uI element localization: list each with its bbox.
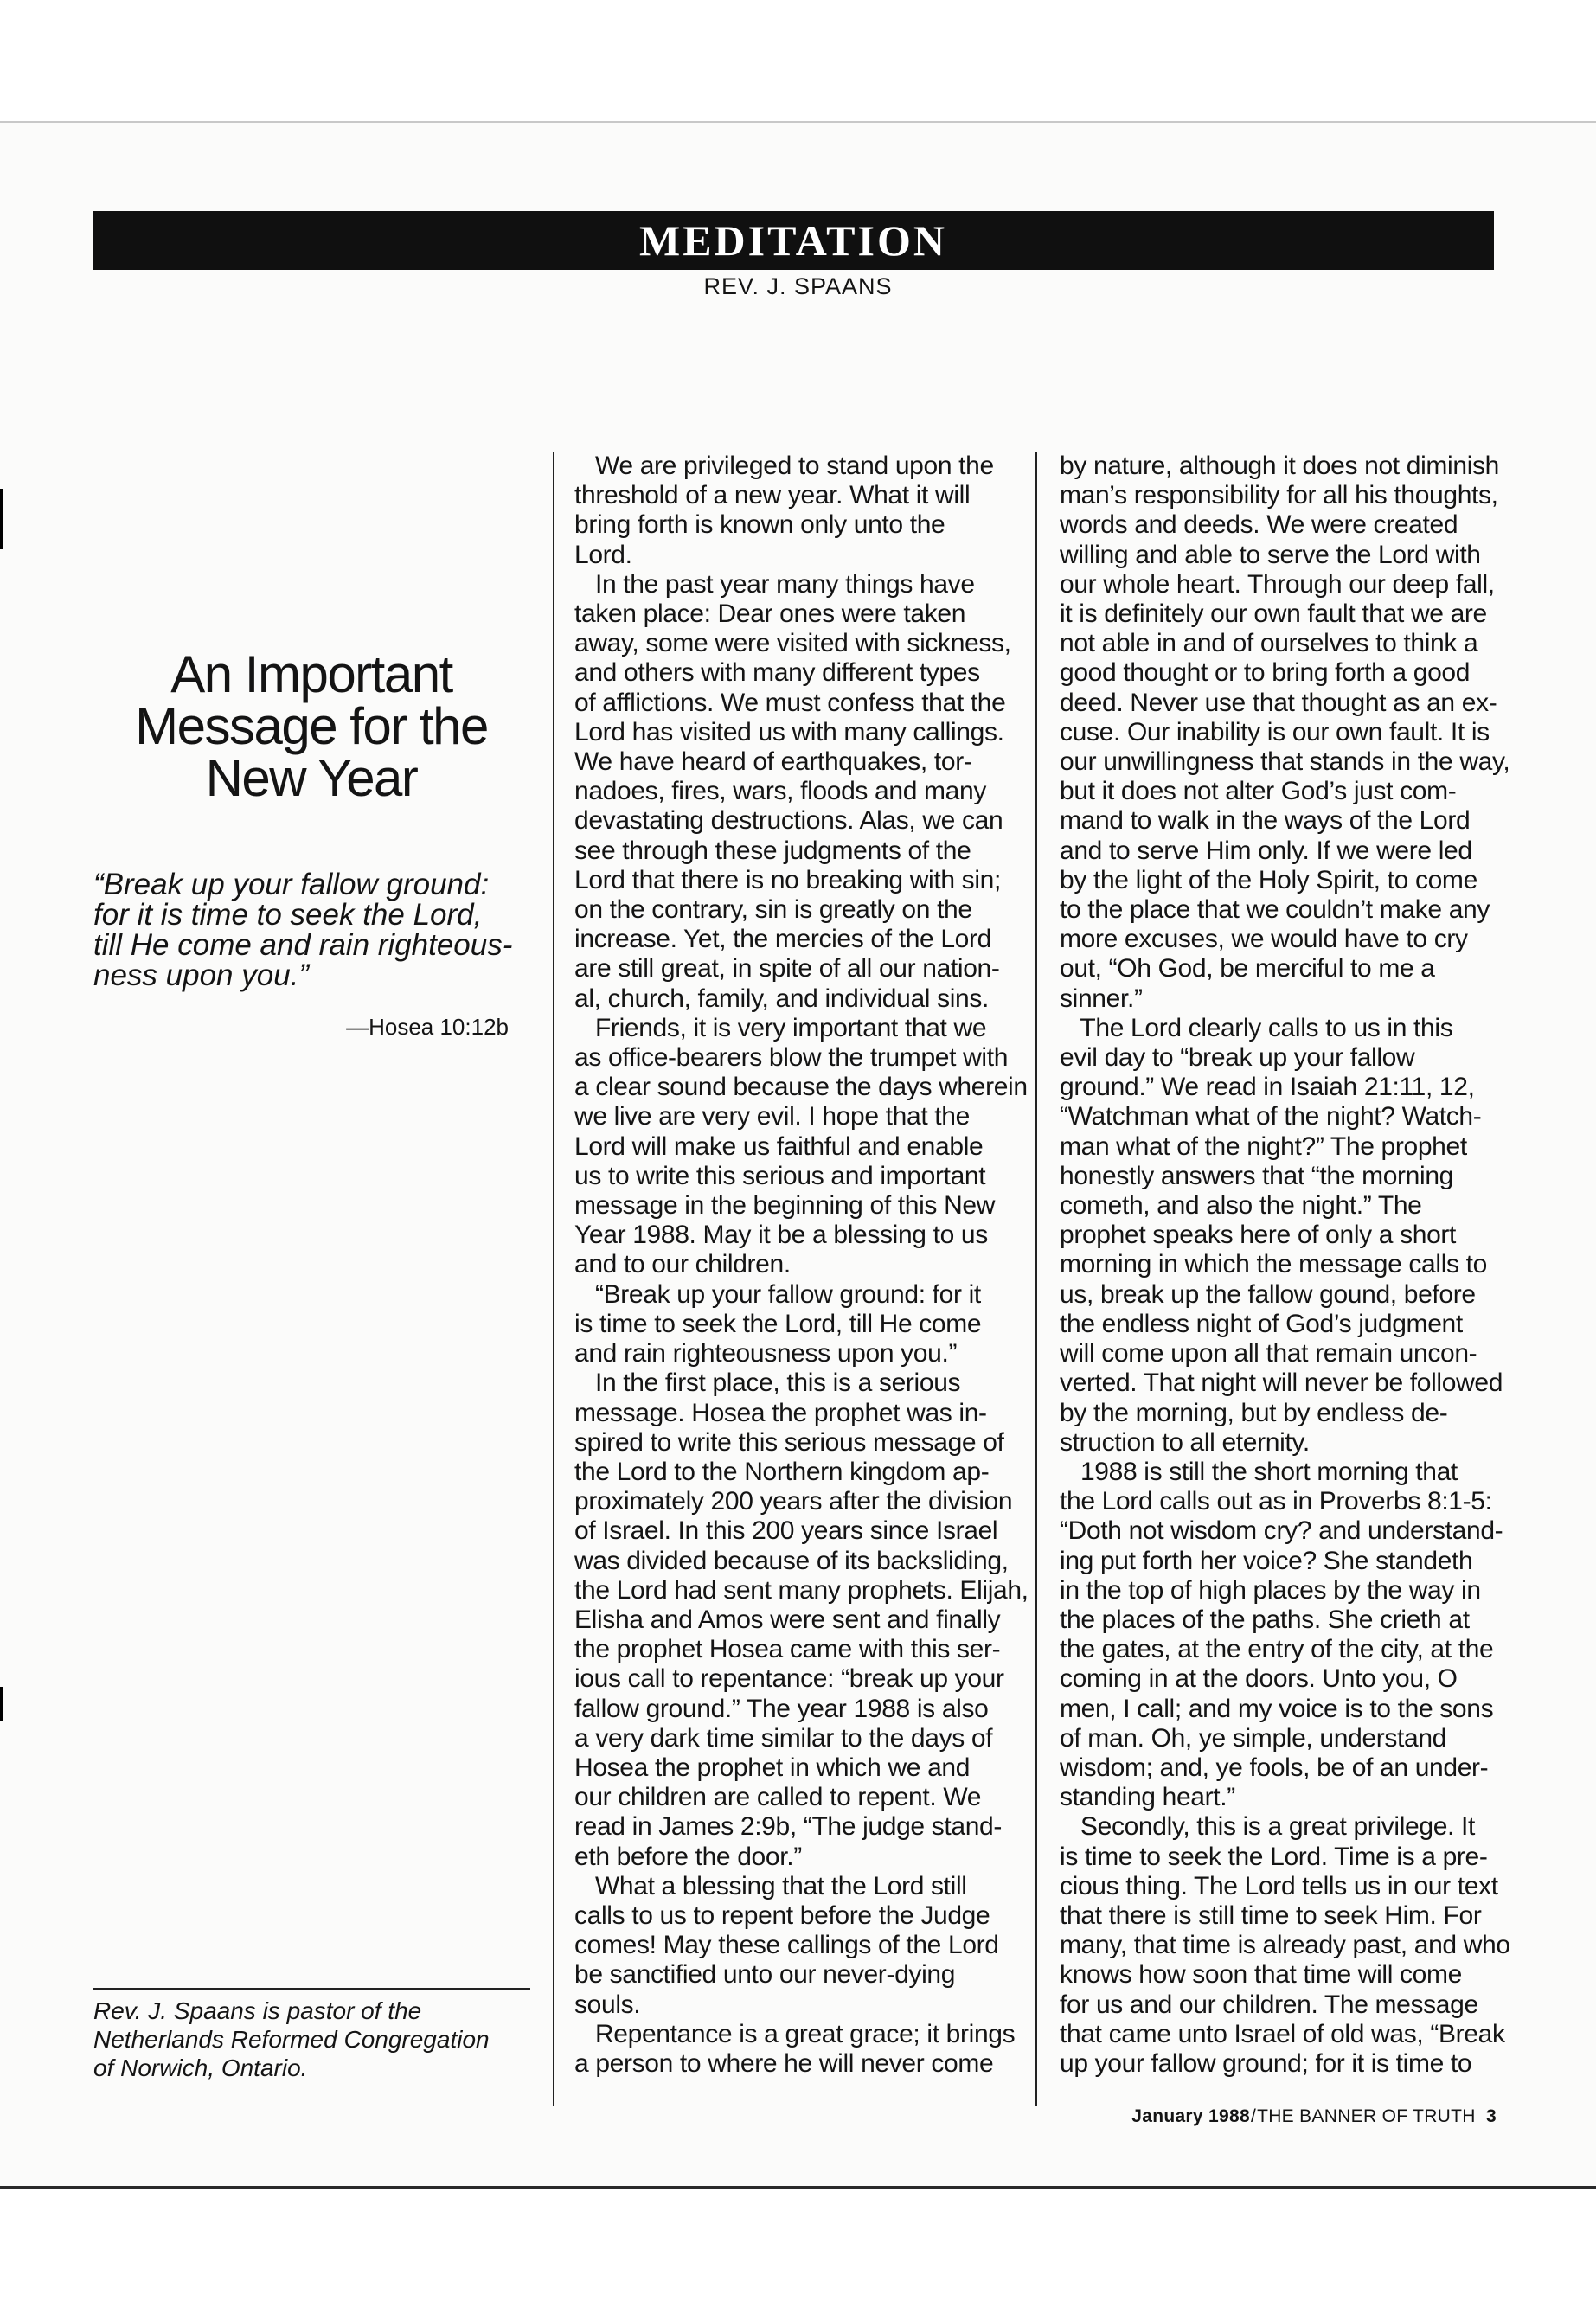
epigraph-line: “Break up your fallow ground: (93, 868, 490, 901)
body-column-1: We are privileged to stand upon the threshold of a new year. What it will bring forth is known only unto the Lord. In the past year many things have taken place: Dear ones were taken away, some were visited with sickness, and others with many different types of afflictions. We must confess that the Lord has visited us with many callings. We have heard of earthquakes, tor- nadoes, fires, wars, floods and many devastating destructions. Alas, we can see through these judgments of the Lord that there is no breaking with sin; on the contrary, sin is greatly on the increase. Yet, the mercies of the Lord are still great, in spite of all our nation- al, church, family, and individual sins. Friends, it is very important that we as office-bearers blow the trumpet with a clear sound because the days wherein we live are very evil. I hope that the Lord will make us faithful and enable us to write this serious and important message in the beginning of this New Year 1988. May it be a blessing to us and to our children. “Break up your fallow ground: for it is time to seek the Lord, till He come and rain righteousness upon you.” In the first place, this is a serious message. Hosea the prophet was in- spired to write this serious message of the Lord to the Northern kingdom ap- proximately 200 years after the division of Israel. In this 200 years since Israel was divided because of its backsliding, the Lord had sent many prophets. Elijah, Elisha and Amos were sent and finally the prophet Hosea came with this ser- ious call to repentance: “break up your fallow ground.” The year 1988 is also a very dark time similar to the days of Hosea the prophet in which we and our children are called to repent. We read in James 2:9b, “The judge stand- eth before the door.” What a blessing that the Lord still calls to us to repent before the Judge comes! May these callings of the Lord be sanctified unto our never-dying souls. Repentance is a great grace; it brings a person to where he will never come (574, 452, 1029, 2078)
epigraph-line: ness upon you.” (93, 958, 310, 992)
title-line: New Year (205, 749, 418, 807)
bio-line: Rev. J. Spaans is pastor of the (93, 1997, 422, 2024)
article-title (95, 645, 528, 807)
page-edge-mark (0, 1687, 3, 1721)
footer-issue: January 1988 (1131, 2106, 1250, 2126)
epigraph-quote (93, 869, 543, 990)
bio-line: of Norwich, Ontario. (93, 2054, 308, 2081)
author-byline: REV. J. SPAANS (703, 273, 893, 299)
section-banner (93, 211, 1494, 270)
column-divider (1035, 452, 1037, 2106)
epigraph-line: till He come and rain righteous- (93, 928, 513, 962)
title-line: Message for the (135, 697, 488, 755)
section-title: MEDITATION (639, 216, 947, 265)
page-footer (1081, 2106, 1497, 2127)
author-bio (93, 1997, 543, 2082)
bio-divider (93, 1988, 530, 1990)
title-line: An Important (170, 645, 452, 703)
body-column-2: by nature, although it does not diminish man’s responsibility for all his thoughts, words and deeds. We were created willing and able to serve the Lord with our whole heart. Through our deep fall, it is definitely our own fault that we are not able in and of ourselves to think a good thought or to bring forth a good deed. Never use that thought as an ex- cuse. Our inability is our own fault. It is our unwillingness that stands in the way, but it does not alter God’s just com- mand to walk in the ways of the Lord and to serve Him only. If we were led by the light of the Holy Spirit, to come to the place that we couldn’t make any more excuses, we would have to cry out, “Oh God, be merciful to me a sinner.” The Lord clearly calls to us in this evil day to “break up your fallow ground.” We read in Isaiah 21:11, 12, “Watchman what of the night? Watch- man what of the night?” The prophet honestly answers that “the morning cometh, and also the night.” The prophet speaks here of only a short morning in which the message calls to us, break up the fallow gound, before the endless night of God’s judgment will come upon all that remain uncon- verted. That night will never be followed by the morning, but by endless de- struction to all eternity. 1988 is still the short morning that the Lord calls out as in Proverbs 8:1-5: “Doth not wisdom cry? and understand- ing put forth her voice? She standeth in the top of high places by the way in the places of the paths. She crieth at the gates, at the entry of the city, at the coming in at the doors. Unto you, O men, I call; and my voice is to the sons of man. Oh, ye simple, understand wisdom; and, ye fools, be of an under- standing heart.” Secondly, this is a great privilege. It is time to seek the Lord. Time is a pre- cious thing. The Lord tells us in our text that there is still time to seek Him. For many, that time is already past, and who knows how soon that time will come for us and our children. The message that came unto Israel of old was, “Break up your fallow ground; for it is time to (1060, 452, 1510, 2078)
column-divider (553, 452, 554, 2106)
bio-line: Netherlands Reformed Congregation (93, 2026, 490, 2053)
page-edge-mark (0, 489, 3, 549)
footer-publication: THE BANNER OF TRUTH (1257, 2106, 1476, 2126)
footer-separator: / (1250, 2106, 1257, 2126)
epigraph-line: for it is time to seek the Lord, (93, 898, 483, 932)
epigraph-reference: —Hosea 10:12b (346, 1014, 509, 1040)
page-number: 3 (1486, 2106, 1497, 2126)
